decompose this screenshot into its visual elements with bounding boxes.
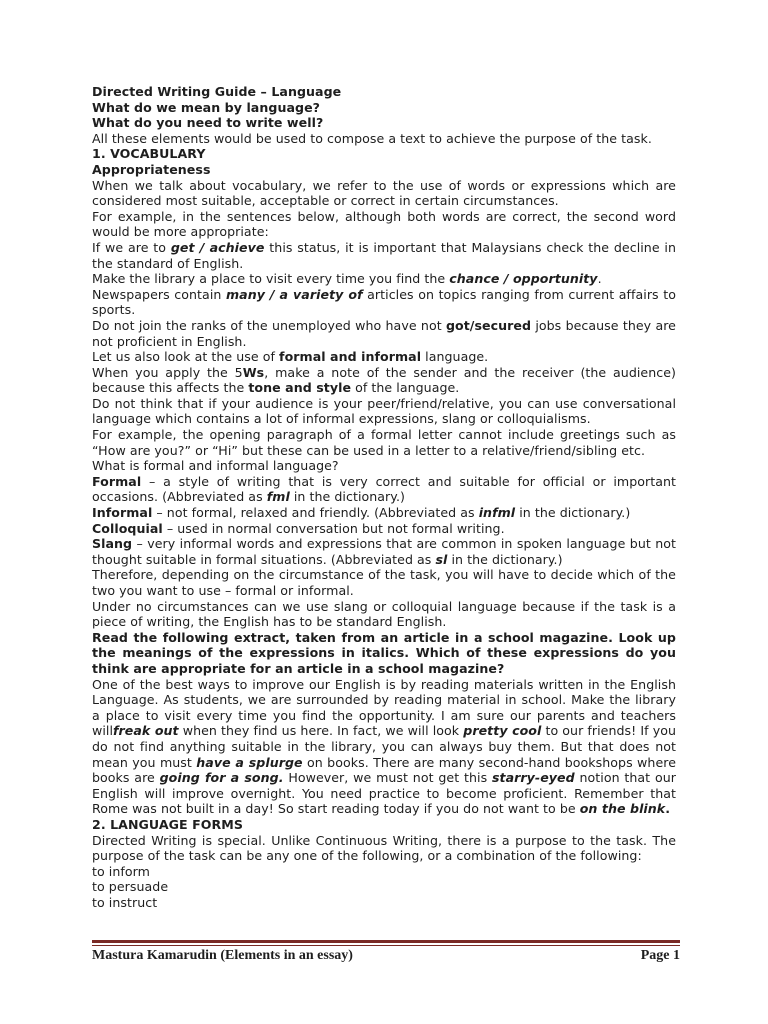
- example-sentence-status: If we are to get / achieve this status, it is important that Malaysians check the decline in the standard of English.: [92, 239, 677, 271]
- peer-paragraph: Do not think that if your audience is your peer/friend/relative, you can use conversational language which contains a lot of informal expressions, slang or colloquialisms.: [92, 395, 676, 427]
- greetings-paragraph: For example, the opening paragraph of a formal letter cannot include greetings such as “How are you?” or “Hi” but these can be used in a letter to a relative/friend/sibling etc.: [92, 427, 676, 458]
- footer-rule-thin: [92, 945, 680, 946]
- definition-formal: Formal – a style of writing that is very correct and suitable for official or important occasions. (Abbreviated as fml in the dictionary.): [92, 473, 676, 505]
- therefore-paragraph: Therefore, depending on the circumstance of the task, you will have to decide which of the two you want to use – formal or informal.: [92, 567, 676, 598]
- whatis-question: What is formal and informal language?: [92, 458, 339, 474]
- subheading-appropriateness: Appropriateness: [92, 161, 211, 177]
- directed-writing-paragraph: Directed Writing is special. Unlike Continuous Writing, there is a purpose to the task. The purpose of the task can be any one of the following, or a combination of the following:: [92, 832, 676, 864]
- exercise-instructions: Read the following extract, taken from an article in a school magazine. Look up the meanings of the expressions in italics. Which of these expressions do you think are appropriate for an article in a school magazine?: [92, 629, 676, 676]
- purpose-item: to persuade: [92, 879, 169, 895]
- intro-paragraph: All these elements would be used to compose a text to achieve the purpose of the task.: [92, 130, 652, 146]
- vocabulary-paragraph: When we talk about vocabulary, we refer to the use of words or expressions which are considered most suitable, acceptable or correct in certain circumstances.: [92, 177, 676, 209]
- purpose-item: to inform: [92, 863, 150, 879]
- definition-colloquial: Colloquial – used in normal conversation but not formal writing.: [92, 520, 505, 536]
- under-no-circumstances-paragraph: Under no circumstances can we use slang or colloquial language because if the task is a piece of writing, the English has to be standard English.: [92, 598, 676, 630]
- page-number: Page 1: [640, 948, 680, 963]
- question-write-well: What do you need to write well?: [92, 115, 324, 131]
- document-body: [92, 84, 676, 910]
- section-vocabulary-heading: 1. VOCABULARY: [92, 146, 206, 162]
- question-language: What do we mean by language?: [92, 99, 321, 115]
- footer-rule-thick: [92, 940, 680, 943]
- page-footer: [92, 948, 680, 968]
- document-title: Directed Writing Guide – Language: [92, 84, 342, 99]
- definition-informal: Informal – not formal, relaxed and friendly. (Abbreviated as infml in the dictionary.): [92, 505, 631, 521]
- magazine-extract: One of the best ways to improve our English is by reading materials written in the English Language. As students, we are surrounded by reading material in school. Make the library a place to visit every time you find the opportunity. I am sure our parents and teachers willfreak out when they find us here. In fact, we will look pretty cool to our friends! If you do not find anything suitable in the library, you can always buy them. But that does not mean you must have a splurge on books. There are many second-hand bookshops where books are going for a song. However, we must not get this starry-eyed notion that our English will improve overnight. You need practice to become proficient. Remember that Rome was not built in a day! So start reading today if you do not want to be on the blink.: [92, 676, 676, 817]
- example-sentence-newspapers: Newspapers contain many / a variety of articles on topics ranging from current affairs to sports.: [92, 286, 676, 318]
- example-sentence-library: Make the library a place to visit every time you find the chance / opportunity.: [92, 271, 602, 287]
- section-language-forms-heading: 2. LANGUAGE FORMS: [92, 816, 243, 832]
- formal-informal-intro: Let us also look at the use of formal and informal language.: [92, 349, 489, 365]
- definition-slang: Slang – very informal words and expressions that are common in spoken language but not thought suitable in formal situations. (Abbreviated as sl in the dictionary.): [92, 536, 676, 567]
- example-sentence-unemployed: Do not join the ranks of the unemployed who have not got/secured jobs because they are not proficient in English.: [92, 317, 676, 349]
- five-ws-paragraph: When you apply the 5Ws, make a note of the sender and the receiver (the audience) because this affects the tone and style of the language.: [92, 364, 677, 396]
- footer-author: Mastura Kamarudin (Elements in an essay): [92, 948, 353, 963]
- example-paragraph: For example, in the sentences below, although both words are correct, the second word would be more appropriate:: [92, 208, 676, 240]
- purpose-item: to instruct: [92, 894, 158, 910]
